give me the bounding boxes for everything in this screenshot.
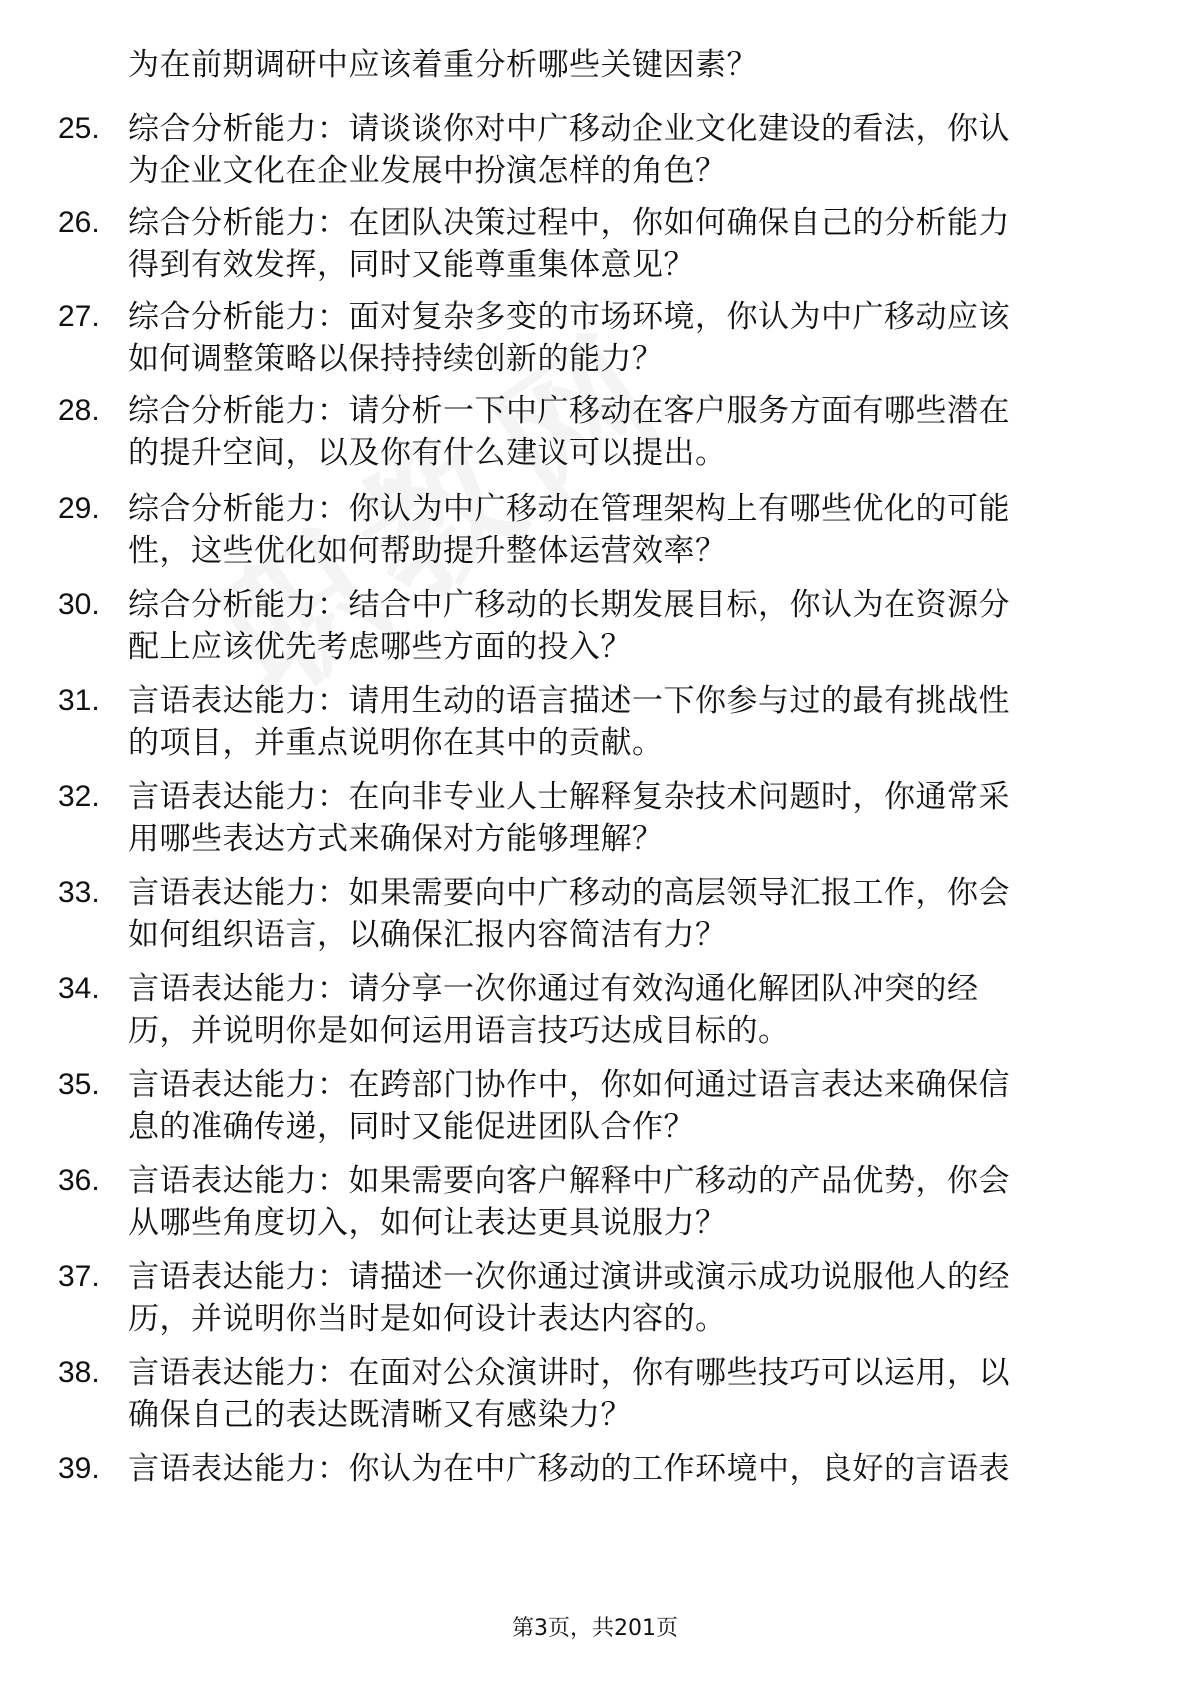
question-text-line: 从哪些角度切入，如何让表达更具说服力？ [128,1205,727,1241]
question-number: 38. [58,1356,100,1389]
question-text-line: 用哪些表达方式来确保对方能够理解？ [128,821,664,857]
question-text-line: 综合分析能力：你认为中广移动在管理架构上有哪些优化的可能 [128,491,1010,527]
question-text-line: 言语表达能力：在跨部门协作中，你如何通过语言表达来确保信 [128,1067,1010,1103]
question-text [128,488,1128,572]
question-number: 32. [58,780,100,813]
question-number: 29. [58,492,100,525]
question-text-line: 性，这些优化如何帮助提升整体运营效率？ [128,533,727,569]
question-text-line: 为企业文化在企业发展中扮演怎样的角色？ [128,153,727,189]
question-text [128,296,1128,380]
question-text [128,1160,1128,1244]
question-number: 31. [58,684,100,717]
question-text-line: 综合分析能力：结合中广移动的长期发展目标，你认为在资源分 [128,587,1010,623]
question-text-line: 的提升空间，以及你有什么建议可以提出。 [128,435,727,471]
question-number: 36. [58,1164,100,1197]
question-text [128,108,1128,192]
question-text-line: 为在前期调研中应该着重分析哪些关键因素？ [128,47,758,83]
question-text-line: 确保自己的表达既清晰又有感染力？ [128,1397,632,1433]
question-text-line: 配上应该优先考虑哪些方面的投入？ [128,629,632,665]
question-text-line: 综合分析能力：请分析一下中广移动在客户服务方面有哪些潜在 [128,393,1010,429]
question-text-line: 息的准确传递，同时又能促进团队合作？ [128,1109,695,1145]
question-number: 33. [58,876,100,909]
question-text-line: 言语表达能力：请分享一次你通过有效沟通化解团队冲突的经 [128,971,979,1007]
question-number: 26. [58,206,100,239]
question-text [128,1448,1128,1490]
question-text-line: 言语表达能力：请描述一次你通过演讲或演示成功说服他人的经 [128,1259,1010,1295]
question-text [128,776,1128,860]
question-text [128,202,1128,286]
question-text-line: 如何调整策略以保持持续创新的能力？ [128,341,664,377]
question-text [128,680,1128,764]
question-text-line: 言语表达能力：如果需要向客户解释中广移动的产品优势，你会 [128,1163,1010,1199]
question-text-line: 言语表达能力：你认为在中广移动的工作环境中，良好的言语表 [128,1451,1010,1487]
question-text-line: 得到有效发挥，同时又能尊重集体意见？ [128,247,695,283]
question-text-line: 的项目，并重点说明你在其中的贡献。 [128,725,664,761]
question-text [128,390,1128,474]
question-text [128,1064,1128,1148]
question-number: 35. [58,1068,100,1101]
question-number: 25. [58,112,100,145]
page-footer: 第3页，共201页 [512,1616,678,1641]
question-number: 27. [58,300,100,333]
question-text [128,1352,1128,1436]
question-text-line: 言语表达能力：在面对公众演讲时，你有哪些技巧可以运用，以 [128,1355,1010,1391]
question-text-line: 历，并说明你是如何运用语言技巧达成目标的。 [128,1013,790,1049]
question-text [128,584,1128,668]
question-text-line: 综合分析能力：请谈谈你对中广移动企业文化建设的看法，你认 [128,111,1010,147]
question-text [128,968,1128,1052]
question-text-line: 言语表达能力：在向非专业人士解释复杂技术问题时，你通常采 [128,779,1010,815]
question-number: 28. [58,394,100,427]
question-number: 37. [58,1260,100,1293]
question-number: 30. [58,588,100,621]
question-text [128,872,1128,956]
question-text-line: 言语表达能力：请用生动的语言描述一下你参与过的最有挑战性 [128,683,1010,719]
question-number: 39. [58,1452,100,1485]
question-text [128,44,1128,86]
question-text-line: 如何组织语言，以确保汇报内容简洁有力？ [128,917,727,953]
question-text-line: 综合分析能力：在团队决策过程中，你如何确保自己的分析能力 [128,205,1010,241]
question-text [128,1256,1128,1340]
question-number: 34. [58,972,100,1005]
question-text-line: 综合分析能力：面对复杂多变的市场环境，你认为中广移动应该 [128,299,1010,335]
question-text-line: 言语表达能力：如果需要向中广移动的高层领导汇报工作，你会 [128,875,1010,911]
question-text-line: 历，并说明你当时是如何设计表达内容的。 [128,1301,727,1337]
